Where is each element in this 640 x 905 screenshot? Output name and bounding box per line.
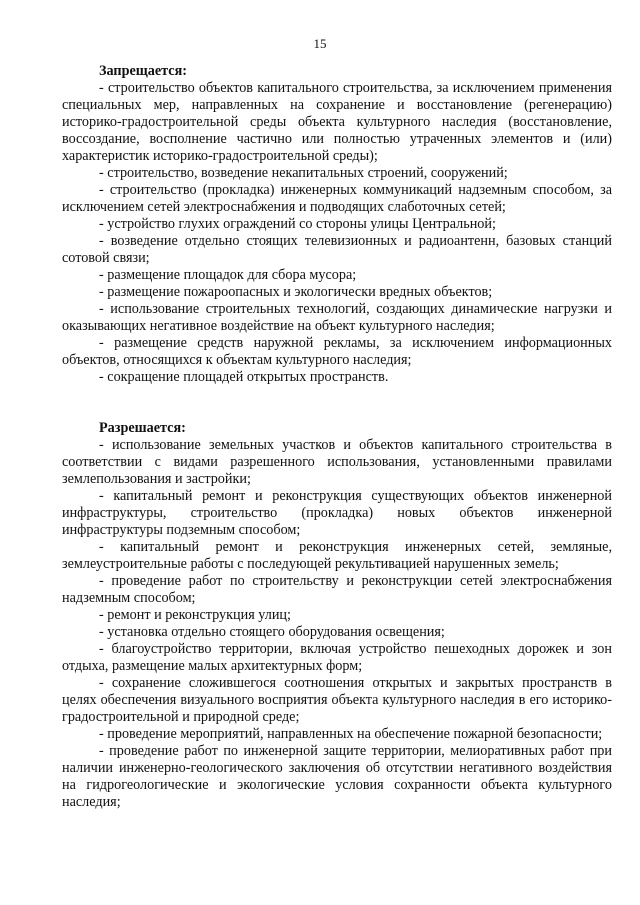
list-item: - возведение отдельно стоящих телевизионных и радиоантенн, базовых станций сотовой связи; bbox=[62, 233, 612, 266]
list-item: - строительство объектов капитального строительства, за исключением применения специальных мер, направленных на сохранение и восстановление (регенерацию) историко-градостроительной среды объекта культурного наследия (восстановление, воссоздание, восполнение частично или полностью утраченных элементов и (или) характеристик историко-градостроительной среды); bbox=[62, 80, 612, 164]
list-item: - устройство глухих ограждений со стороны улицы Центральной; bbox=[99, 216, 496, 232]
section-title: Разрешается: bbox=[99, 420, 186, 436]
list-item: - ремонт и реконструкция улиц; bbox=[99, 607, 291, 623]
list-item: - размещение средств наружной рекламы, за исключением информационных объектов, относящихся к объектам культурного наследия; bbox=[62, 335, 612, 368]
list-item: - сохранение сложившегося соотношения открытых и закрытых пространств в целях обеспечения визуального восприятия объекта культурного наследия в его историко-градостроительной и природной среде; bbox=[62, 675, 612, 725]
section-prohibited bbox=[62, 63, 612, 386]
list-item: - размещение пожароопасных и экологически вредных объектов; bbox=[99, 284, 493, 300]
list-item: - сокращение площадей открытых пространств. bbox=[99, 369, 389, 385]
list-item: - размещение площадок для сбора мусора; bbox=[99, 267, 357, 283]
list-item: - использование земельных участков и объектов капитального строительства в соответствии с видами разрешенного использования, установленными правилами землепользования и застройки; bbox=[62, 437, 612, 487]
list-item: - проведение работ по строительству и реконструкции сетей электроснабжения надземным способом; bbox=[62, 573, 612, 606]
list-item: - строительство (прокладка) инженерных коммуникаций надземным способом, за исключением сетей электроснабжения и подводящих слаботочных сетей; bbox=[62, 182, 612, 215]
section-spacer bbox=[62, 386, 612, 420]
list-item: - капитальный ремонт и реконструкция существующих объектов инженерной инфраструктуры, строительство (прокладка) новых объектов инженерной инфраструктуры подземным способом; bbox=[62, 488, 612, 538]
section-allowed bbox=[62, 420, 612, 811]
list-item: - капитальный ремонт и реконструкция инженерных сетей, земляные, землеустроительные работы с последующей рекультивацией нарушенных земель; bbox=[62, 539, 612, 572]
list-item: - установка отдельно стоящего оборудования освещения; bbox=[99, 624, 445, 640]
section-title: Запрещается: bbox=[99, 63, 187, 79]
list-item: - благоустройство территории, включая устройство пешеходных дорожек и зон отдыха, размещение малых архитектурных форм; bbox=[62, 641, 612, 674]
list-item: - проведение мероприятий, направленных на обеспечение пожарной безопасности; bbox=[99, 726, 603, 742]
list-item: - проведение работ по инженерной защите территории, мелиоративных работ при наличии инженерно-геологического заключения об отсутствии негативного воздействия на гидрогеологические и экологические условия сохранности объекта культурного наследия; bbox=[62, 743, 612, 810]
list-item: - строительство, возведение некапитальных строений, сооружений; bbox=[99, 165, 508, 181]
page-number: 15 bbox=[313, 36, 327, 51]
list-item: - использование строительных технологий, создающих динамические нагрузки и оказывающих негативное воздействие на объект культурного наследия; bbox=[62, 301, 612, 334]
document-body bbox=[62, 63, 612, 811]
